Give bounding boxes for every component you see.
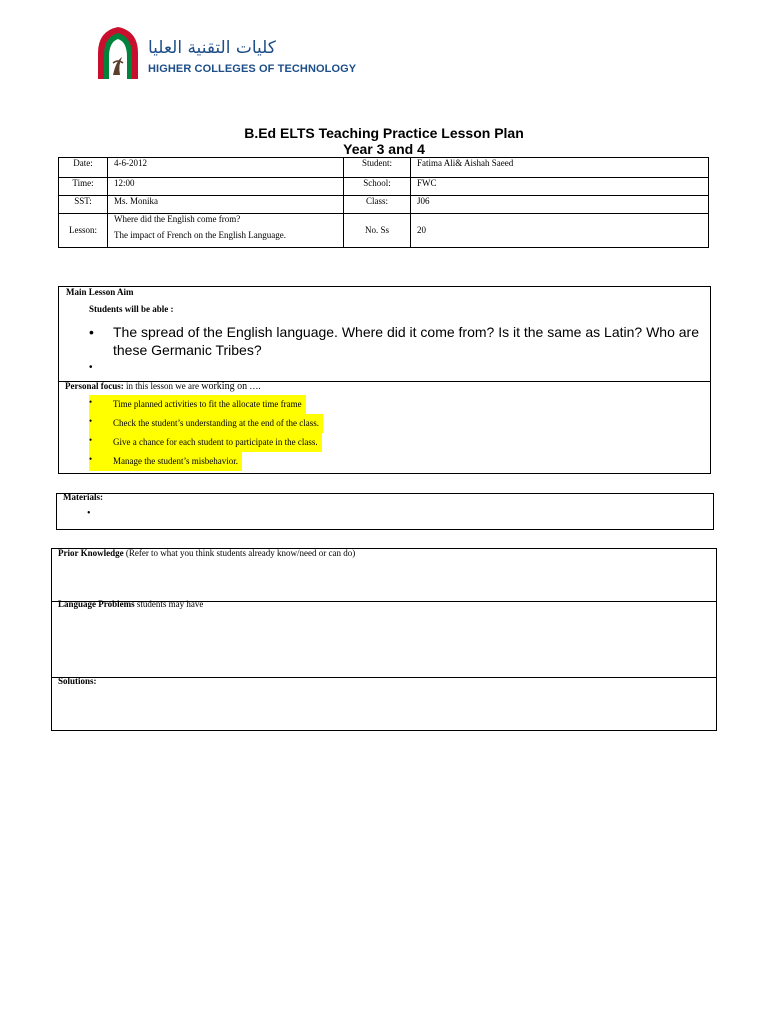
language-problems-label bbox=[58, 599, 203, 609]
nos-label: No. Ss bbox=[344, 214, 411, 248]
document-title: B.Ed ELTS Teaching Practice Lesson Plan bbox=[244, 125, 524, 141]
prior-knowledge-bold: Prior Knowledge bbox=[58, 548, 124, 558]
aim-bullet-1-text: The spread of the English language. Where did it come from? Is it the same as Latin? Who are these Germanic Tribes? bbox=[113, 324, 699, 358]
knowledge-section bbox=[51, 548, 717, 731]
table-row bbox=[59, 158, 709, 178]
pf-item-4: Manage the student’s misbehavior. bbox=[89, 452, 242, 471]
bullet-icon: • bbox=[89, 435, 93, 445]
date-value: 4-6-2012 bbox=[108, 158, 344, 178]
sst-value: Ms. Monika bbox=[108, 196, 344, 214]
table-row bbox=[59, 196, 709, 214]
student-value: Fatima Ali& Aishah Saeed bbox=[411, 158, 709, 178]
materials-label: Materials: bbox=[63, 492, 103, 502]
logo-english-text: HIGHER COLLEGES OF TECHNOLOGY bbox=[148, 63, 357, 75]
personal-focus-working: working on bbox=[201, 381, 248, 392]
class-label: Class: bbox=[344, 196, 411, 214]
class-value: J06 bbox=[411, 196, 709, 214]
language-problems-rest: students may have bbox=[134, 599, 204, 609]
main-aim-subheading: Students will be able : bbox=[89, 304, 174, 314]
prior-knowledge-rest: (Refer to what you think students already know/need or can do) bbox=[123, 548, 356, 558]
bullet-icon: • bbox=[89, 362, 93, 373]
student-label: Student: bbox=[344, 158, 411, 178]
main-aim-section bbox=[58, 286, 711, 474]
prior-knowledge-label bbox=[58, 548, 355, 558]
date-label: Date: bbox=[59, 158, 108, 178]
personal-focus-rest: in this lesson we are bbox=[123, 381, 202, 391]
lesson-value bbox=[108, 214, 344, 248]
table-row bbox=[59, 178, 709, 196]
language-problems-bold: Language Problems bbox=[58, 599, 135, 609]
bullet-icon: • bbox=[89, 324, 94, 340]
bullet-icon: • bbox=[89, 454, 93, 464]
main-aim-heading: Main Lesson Aim bbox=[66, 287, 134, 297]
nos-value: 20 bbox=[411, 214, 709, 248]
table-row bbox=[59, 214, 709, 248]
lesson-label: Lesson: bbox=[59, 214, 108, 248]
section-divider bbox=[52, 677, 716, 678]
bullet-icon: • bbox=[87, 508, 91, 519]
school-label: School: bbox=[344, 178, 411, 196]
sst-label: SST: bbox=[59, 196, 108, 214]
materials-section bbox=[56, 493, 714, 530]
time-value: 12:00 bbox=[108, 178, 344, 196]
lesson-line-1: Where did the English come from? bbox=[114, 214, 241, 224]
pf-item-3: Give a chance for each student to participate in the class. bbox=[89, 433, 322, 452]
time-label: Time: bbox=[59, 178, 108, 196]
lesson-info-table bbox=[58, 157, 709, 248]
bullet-icon: • bbox=[89, 416, 93, 426]
logo-arabic-text: كليات التقنية العليا bbox=[148, 38, 276, 58]
lesson-line-2: The impact of French on the English Language. bbox=[114, 230, 286, 240]
solutions-label: Solutions: bbox=[58, 676, 97, 686]
personal-focus-bold: Personal focus: bbox=[65, 381, 124, 391]
personal-focus-end: …. bbox=[247, 381, 261, 391]
pf-item-2: Check the student’s understanding at the end of the class. bbox=[89, 414, 323, 433]
pf-item-1: Time planned activities to fit the allocate time frame bbox=[89, 395, 306, 414]
document-subtitle: Year 3 and 4 bbox=[343, 141, 425, 157]
bullet-icon: • bbox=[89, 397, 93, 407]
school-value: FWC bbox=[411, 178, 709, 196]
personal-focus-label bbox=[65, 381, 261, 392]
